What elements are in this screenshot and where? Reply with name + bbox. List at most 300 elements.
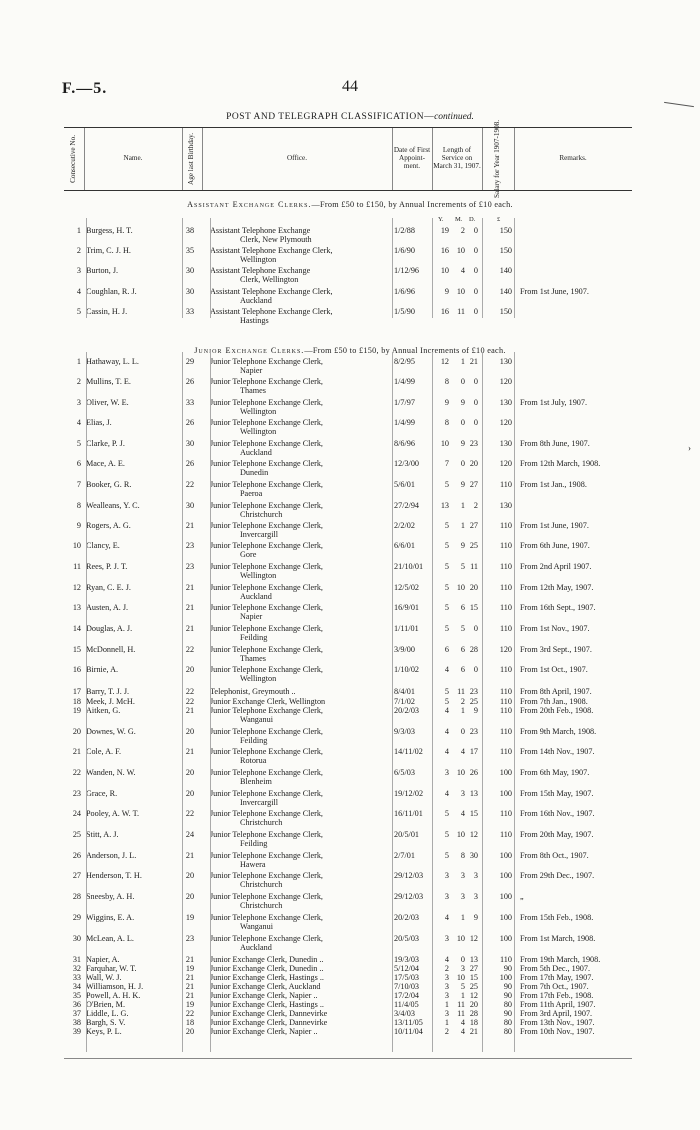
cell-d: 23 xyxy=(469,687,478,696)
cell-age: 22 xyxy=(185,809,195,818)
cell-age: 19 xyxy=(185,913,195,922)
cell-y: 16 xyxy=(440,246,449,255)
cell-name: Rogers, A. G. xyxy=(86,521,131,530)
cell-d: 0 xyxy=(473,624,478,633)
cell-salary: 130 xyxy=(499,398,512,407)
cell-no: 12 xyxy=(72,583,81,592)
cell-age: 20 xyxy=(185,871,195,880)
office-line: Assistant Telephone Exchange xyxy=(210,266,311,275)
cell-d: 9 xyxy=(473,706,478,715)
column-rule xyxy=(392,352,393,1052)
header-length: Length of Service on March 31, 1907. xyxy=(432,128,483,190)
office-line: Junior Exchange Clerk, Dannevirke xyxy=(210,1009,328,1018)
table-bottom-rule xyxy=(64,1058,632,1059)
cell-salary: 90 xyxy=(503,991,512,1000)
cell-name: Burton, J. xyxy=(86,266,119,275)
cell-age: 38 xyxy=(185,226,195,235)
cell-date: 20/5/03 xyxy=(394,934,420,943)
cell-m: 8 xyxy=(460,851,465,860)
cell-age: 23 xyxy=(185,541,195,550)
cell-name: Clarke, P. J. xyxy=(86,439,125,448)
cell-no: 29 xyxy=(72,913,81,922)
cell-age: 33 xyxy=(185,307,195,316)
cell-salary: 130 xyxy=(499,357,512,366)
header-date: Date of First Appoint-ment. xyxy=(392,128,433,190)
cell-m: 4 xyxy=(460,809,465,818)
cell-m: 4 xyxy=(460,747,465,756)
office-line: Junior Telephone Exchange Clerk, xyxy=(210,603,323,612)
cell-office xyxy=(210,789,392,807)
cell-no: 6 xyxy=(76,459,81,468)
column-rule xyxy=(210,218,211,318)
cell-d: 12 xyxy=(469,830,478,839)
cell-age: 30 xyxy=(185,439,195,448)
cell-y: 4 xyxy=(444,955,449,964)
cell-office xyxy=(210,459,392,477)
cell-name: Downes, W. G. xyxy=(86,727,136,736)
cell-salary: 150 xyxy=(499,307,512,316)
cell-office xyxy=(210,501,392,519)
cell-remarks: From 13th Nov., 1907. xyxy=(520,1018,595,1027)
cell-age: 21 xyxy=(185,603,195,612)
cell-age: 33 xyxy=(185,398,195,407)
cell-d: 20 xyxy=(469,583,478,592)
cell-d: 25 xyxy=(469,541,478,550)
cell-office xyxy=(210,913,392,931)
dash-mark xyxy=(664,102,694,107)
office-line: Wellington xyxy=(240,674,277,683)
cell-office xyxy=(210,266,392,284)
cell-remarks: From 1st June, 1907. xyxy=(520,521,589,530)
cell-age: 20 xyxy=(185,789,195,798)
cell-office xyxy=(210,768,392,786)
cell-m: 3 xyxy=(460,964,465,973)
cell-y: 5 xyxy=(444,624,449,633)
cell-y: 16 xyxy=(440,307,449,316)
cell-y: 8 xyxy=(444,418,449,427)
cell-remarks: From 2nd April 1907. xyxy=(520,562,592,571)
office-line: Wellington xyxy=(240,427,277,436)
cell-remarks: From 10th Nov., 1907. xyxy=(520,1027,595,1036)
cell-d: 3 xyxy=(473,871,478,880)
cell-d: 0 xyxy=(473,377,478,386)
cell-y: 2 xyxy=(444,1027,449,1036)
cell-date: 8/2/95 xyxy=(394,357,415,366)
cell-remarks: From 11th April, 1907. xyxy=(520,1000,596,1009)
cell-y: 5 xyxy=(444,480,449,489)
header-office: Office. xyxy=(202,128,393,190)
cell-m: 2 xyxy=(460,697,465,706)
cell-no: 32 xyxy=(72,964,81,973)
cell-m: 9 xyxy=(460,480,465,489)
cell-y: 3 xyxy=(444,973,449,982)
cell-m: 0 xyxy=(460,955,465,964)
cell-salary: 90 xyxy=(503,1009,512,1018)
office-line: Clerk, Wellington xyxy=(240,275,299,284)
cell-date: 1/12/96 xyxy=(394,266,420,275)
column-rule xyxy=(210,352,211,1052)
cell-age: 26 xyxy=(185,377,195,386)
cell-d: 13 xyxy=(469,789,478,798)
office-line: Junior Telephone Exchange Clerk, xyxy=(210,892,323,901)
cell-date: 11/4/05 xyxy=(394,1000,419,1009)
cell-salary: 120 xyxy=(499,459,512,468)
cell-no: 2 xyxy=(76,246,81,255)
cell-name: Ryan, C. E. J. xyxy=(86,583,131,592)
cell-m: 9 xyxy=(460,439,465,448)
cell-d: 2 xyxy=(473,501,478,510)
cell-office xyxy=(210,377,392,395)
cell-salary: 110 xyxy=(500,747,512,756)
cell-remarks: From 7th Oct., 1907. xyxy=(520,982,589,991)
office-line: Junior Telephone Exchange Clerk, xyxy=(210,768,323,777)
cell-d: 28 xyxy=(469,645,478,654)
section-heading-2-title: Junior Exchange Clerks. xyxy=(194,346,305,355)
cell-no: 3 xyxy=(76,266,81,275)
cell-office xyxy=(210,973,392,982)
cell-date: 20/2/03 xyxy=(394,913,420,922)
cell-date: 1/6/90 xyxy=(394,246,415,255)
office-line: Auckland xyxy=(240,448,272,457)
cell-remarks: From 6th May, 1907. xyxy=(520,768,590,777)
cell-date: 7/10/03 xyxy=(394,982,420,991)
cell-remarks: From 7th Jan., 1908. xyxy=(520,697,588,706)
cell-d: 0 xyxy=(473,665,478,674)
cell-date: 17/2/04 xyxy=(394,991,420,1000)
cell-age: 30 xyxy=(185,287,195,296)
cell-no: 4 xyxy=(76,418,81,427)
cell-salary: 130 xyxy=(499,501,512,510)
cell-m: 3 xyxy=(460,789,465,798)
office-line: Junior Telephone Exchange Clerk, xyxy=(210,727,323,736)
cell-salary: 90 xyxy=(503,964,512,973)
cell-y: 9 xyxy=(444,398,449,407)
cell-date: 17/5/03 xyxy=(394,973,420,982)
column-rule xyxy=(482,352,483,1052)
cell-m: 9 xyxy=(460,398,465,407)
cell-d: 28 xyxy=(469,1009,478,1018)
cell-y: 5 xyxy=(444,687,449,696)
office-line: Auckland xyxy=(240,592,272,601)
cell-name: Rees, P. J. T. xyxy=(86,562,128,571)
cell-y: 4 xyxy=(444,706,449,715)
office-line: Junior Telephone Exchange Clerk, xyxy=(210,357,323,366)
cell-d: 25 xyxy=(469,697,478,706)
cell-d: 3 xyxy=(473,892,478,901)
office-line: Hastings xyxy=(240,316,269,325)
cell-remarks: From 6th June, 1907. xyxy=(520,541,590,550)
unit-pound: £ xyxy=(497,216,501,223)
office-line: Junior Telephone Exchange Clerk, xyxy=(210,934,323,943)
cell-m: 5 xyxy=(460,624,465,633)
cell-salary: 150 xyxy=(499,246,512,255)
cell-m: 1 xyxy=(460,913,465,922)
cell-no: 17 xyxy=(72,687,81,696)
cell-d: 0 xyxy=(473,266,478,275)
cell-salary: 120 xyxy=(499,418,512,427)
office-line: Junior Telephone Exchange Clerk, xyxy=(210,645,323,654)
cell-age: 21 xyxy=(185,982,195,991)
cell-name: Booker, G. R. xyxy=(86,480,132,489)
cell-no: 10 xyxy=(72,541,81,550)
cell-remarks: From 1st Jan., 1908. xyxy=(520,480,587,489)
cell-remarks: From 3rd Sept., 1907. xyxy=(520,645,592,654)
cell-no: 31 xyxy=(72,955,81,964)
cell-salary: 80 xyxy=(503,1018,512,1027)
cell-date: 2/2/02 xyxy=(394,521,415,530)
cell-salary: 100 xyxy=(499,973,512,982)
office-line: Dunedin xyxy=(240,468,269,477)
column-rule xyxy=(514,218,515,318)
cell-date: 1/6/96 xyxy=(394,287,415,296)
cell-no: 24 xyxy=(72,809,81,818)
cell-d: 15 xyxy=(469,603,478,612)
office-line: Junior Exchange Clerk, Auckland xyxy=(210,982,321,991)
office-line: Junior Exchange Clerk, Hastings .. xyxy=(210,973,324,982)
cell-office xyxy=(210,964,392,973)
cell-date: 21/10/01 xyxy=(394,562,424,571)
cell-office xyxy=(210,645,392,663)
cell-name: Sneesby, A. H. xyxy=(86,892,135,901)
cell-m: 11 xyxy=(457,687,465,696)
cell-age: 22 xyxy=(185,1009,195,1018)
cell-no: 22 xyxy=(72,768,81,777)
cell-salary: 110 xyxy=(500,562,512,571)
cell-y: 7 xyxy=(444,459,449,468)
office-line: Junior Exchange Clerk, Wellington xyxy=(210,697,326,706)
office-line: Junior Telephone Exchange Clerk, xyxy=(210,624,323,633)
cell-age: 21 xyxy=(185,521,195,530)
cell-y: 5 xyxy=(444,541,449,550)
office-line: Clerk, New Plymouth xyxy=(240,235,312,244)
cell-d: 27 xyxy=(469,480,478,489)
cell-name: Hathaway, L. L. xyxy=(86,357,139,366)
cell-y: 3 xyxy=(444,991,449,1000)
cell-remarks: From 14th Nov., 1907. xyxy=(520,747,595,756)
cell-d: 25 xyxy=(469,982,478,991)
margin-mark: › xyxy=(688,443,691,453)
cell-remarks: From 5th Dec., 1907. xyxy=(520,964,591,973)
office-line: Auckland xyxy=(240,943,272,952)
cell-office xyxy=(210,562,392,580)
cell-y: 4 xyxy=(444,727,449,736)
cell-m: 0 xyxy=(460,418,465,427)
cell-office xyxy=(210,307,392,325)
column-rule xyxy=(86,352,87,1052)
cell-m: 1 xyxy=(460,991,465,1000)
cell-no: 35 xyxy=(72,991,81,1000)
section-heading-2-rest: —From £50 to £150, by Annual Increments of £10 each. xyxy=(304,346,506,355)
cell-salary: 100 xyxy=(499,871,512,880)
cell-salary: 100 xyxy=(499,892,512,901)
cell-age: 21 xyxy=(185,747,195,756)
cell-y: 5 xyxy=(444,697,449,706)
office-line: Junior Telephone Exchange Clerk, xyxy=(210,439,323,448)
office-line: Wellington xyxy=(240,255,277,264)
cell-age: 22 xyxy=(185,697,195,706)
cell-age: 21 xyxy=(185,955,195,964)
cell-age: 22 xyxy=(185,480,195,489)
section-heading-2 xyxy=(0,346,700,355)
cell-no: 3 xyxy=(76,398,81,407)
office-line: Junior Exchange Clerk, Dannevirke xyxy=(210,1018,328,1027)
cell-y: 2 xyxy=(444,964,449,973)
cell-date: 29/12/03 xyxy=(394,892,424,901)
cell-salary: 110 xyxy=(500,809,512,818)
cell-y: 4 xyxy=(444,913,449,922)
cell-date: 1/5/90 xyxy=(394,307,415,316)
cell-no: 21 xyxy=(72,747,81,756)
cell-salary: 110 xyxy=(500,687,512,696)
cell-name: Mace, A. E. xyxy=(86,459,125,468)
cell-name: Cassin, H. J. xyxy=(86,307,128,316)
cell-d: 21 xyxy=(469,1027,478,1036)
cell-office xyxy=(210,418,392,436)
cell-date: 1/4/99 xyxy=(394,418,415,427)
office-line: Wanganui xyxy=(240,715,273,724)
cell-age: 24 xyxy=(185,830,195,839)
cell-d: 17 xyxy=(469,747,478,756)
cell-office xyxy=(210,892,392,910)
office-line: Junior Telephone Exchange Clerk, xyxy=(210,706,323,715)
cell-name: O'Brien, M. xyxy=(86,1000,125,1009)
cell-date: 20/5/01 xyxy=(394,830,420,839)
cell-d: 15 xyxy=(469,809,478,818)
cell-date: 16/9/01 xyxy=(394,603,420,612)
cell-salary: 110 xyxy=(500,697,512,706)
cell-salary: 150 xyxy=(499,226,512,235)
column-rule xyxy=(392,218,393,318)
cell-date: 13/11/05 xyxy=(394,1018,423,1027)
office-line: Junior Telephone Exchange Clerk, xyxy=(210,377,323,386)
cell-y: 5 xyxy=(444,830,449,839)
cell-office xyxy=(210,871,392,889)
cell-office xyxy=(210,687,392,696)
cell-name: Douglas, A. J. xyxy=(86,624,133,633)
cell-y: 1 xyxy=(444,1018,449,1027)
office-line: Junior Exchange Clerk, Dunedin .. xyxy=(210,964,324,973)
cell-name: Wiggins, E. A. xyxy=(86,913,135,922)
cell-d: 26 xyxy=(469,768,478,777)
office-line: Junior Exchange Clerk, Hastings .. xyxy=(210,1000,324,1009)
cell-name: Wall, W. J. xyxy=(86,973,122,982)
cell-d: 13 xyxy=(469,955,478,964)
cell-salary: 140 xyxy=(499,287,512,296)
cell-m: 6 xyxy=(460,665,465,674)
cell-date: 1/10/02 xyxy=(394,665,420,674)
cell-salary: 110 xyxy=(500,541,512,550)
cell-office xyxy=(210,287,392,305)
cell-remarks: From 1st Oct., 1907. xyxy=(520,665,588,674)
office-line: Paeroa xyxy=(240,489,263,498)
cell-m: 10 xyxy=(456,934,465,943)
office-line: Invercargill xyxy=(240,798,279,807)
office-line: Junior Telephone Exchange Clerk, xyxy=(210,541,323,550)
office-line: Junior Telephone Exchange Clerk, xyxy=(210,830,323,839)
cell-y: 5 xyxy=(444,562,449,571)
table-header xyxy=(64,119,632,199)
cell-no: 1 xyxy=(76,357,81,366)
cell-salary: 100 xyxy=(499,913,512,922)
cell-date: 7/1/02 xyxy=(394,697,415,706)
cell-m: 5 xyxy=(460,562,465,571)
office-line: Junior Telephone Exchange Clerk, xyxy=(210,583,323,592)
cell-y: 5 xyxy=(444,521,449,530)
cell-date: 27/2/94 xyxy=(394,501,420,510)
header-name: Name. xyxy=(84,128,183,190)
cell-no: 34 xyxy=(72,982,81,991)
cell-y: 1 xyxy=(444,1000,449,1009)
cell-y: 6 xyxy=(444,645,449,654)
cell-d: 30 xyxy=(469,851,478,860)
cell-y: 5 xyxy=(444,851,449,860)
cell-d: 15 xyxy=(469,973,478,982)
cell-y: 4 xyxy=(444,665,449,674)
cell-no: 26 xyxy=(72,851,81,860)
cell-name: Wanden, N. W. xyxy=(86,768,136,777)
cell-y: 3 xyxy=(444,982,449,991)
cell-office xyxy=(210,398,392,416)
cell-date: 10/11/04 xyxy=(394,1027,423,1036)
cell-office xyxy=(210,697,392,706)
cell-m: 4 xyxy=(460,1027,465,1036)
office-line: Junior Telephone Exchange Clerk, xyxy=(210,913,323,922)
cell-y: 8 xyxy=(444,377,449,386)
cell-salary: 110 xyxy=(500,521,512,530)
cell-no: 28 xyxy=(72,892,81,901)
cell-no: 13 xyxy=(72,603,81,612)
cell-m: 10 xyxy=(456,583,465,592)
cell-salary: 80 xyxy=(503,1027,512,1036)
cell-name: Trim, C. J. H. xyxy=(86,246,131,255)
cell-salary: 100 xyxy=(499,934,512,943)
cell-office xyxy=(210,982,392,991)
cell-name: McLean, A. L. xyxy=(86,934,134,943)
cell-age: 21 xyxy=(185,583,195,592)
cell-m: 0 xyxy=(460,727,465,736)
column-rule xyxy=(514,352,515,1052)
cell-d: 27 xyxy=(469,521,478,530)
cell-office xyxy=(210,521,392,539)
cell-name: Cole, A. F. xyxy=(86,747,122,756)
office-line: Christchurch xyxy=(240,880,283,889)
cell-age: 19 xyxy=(185,1000,195,1009)
document-title xyxy=(0,112,700,122)
cell-no: 5 xyxy=(76,439,81,448)
cell-d: 0 xyxy=(473,418,478,427)
cell-m: 3 xyxy=(460,892,465,901)
cell-salary: 110 xyxy=(500,665,512,674)
cell-date: 3/4/03 xyxy=(394,1009,415,1018)
cell-office xyxy=(210,991,392,1000)
office-line: Junior Telephone Exchange Clerk, xyxy=(210,501,323,510)
cell-salary: 90 xyxy=(503,982,512,991)
cell-salary: 100 xyxy=(499,768,512,777)
office-line: Assistant Telephone Exchange Clerk, xyxy=(210,307,333,316)
cell-m: 9 xyxy=(460,541,465,550)
cell-y: 5 xyxy=(444,603,449,612)
office-line: Christchurch xyxy=(240,510,283,519)
cell-age: 19 xyxy=(185,964,195,973)
office-line: Assistant Telephone Exchange Clerk, xyxy=(210,287,333,296)
cell-office xyxy=(210,706,392,724)
cell-date: 8/4/01 xyxy=(394,687,415,696)
cell-remarks: From 8th Oct., 1907. xyxy=(520,851,589,860)
section-heading-1 xyxy=(0,200,700,209)
cell-remarks: From 16th Nov., 1907. xyxy=(520,809,595,818)
cell-age: 23 xyxy=(185,562,195,571)
cell-age: 20 xyxy=(185,665,195,674)
